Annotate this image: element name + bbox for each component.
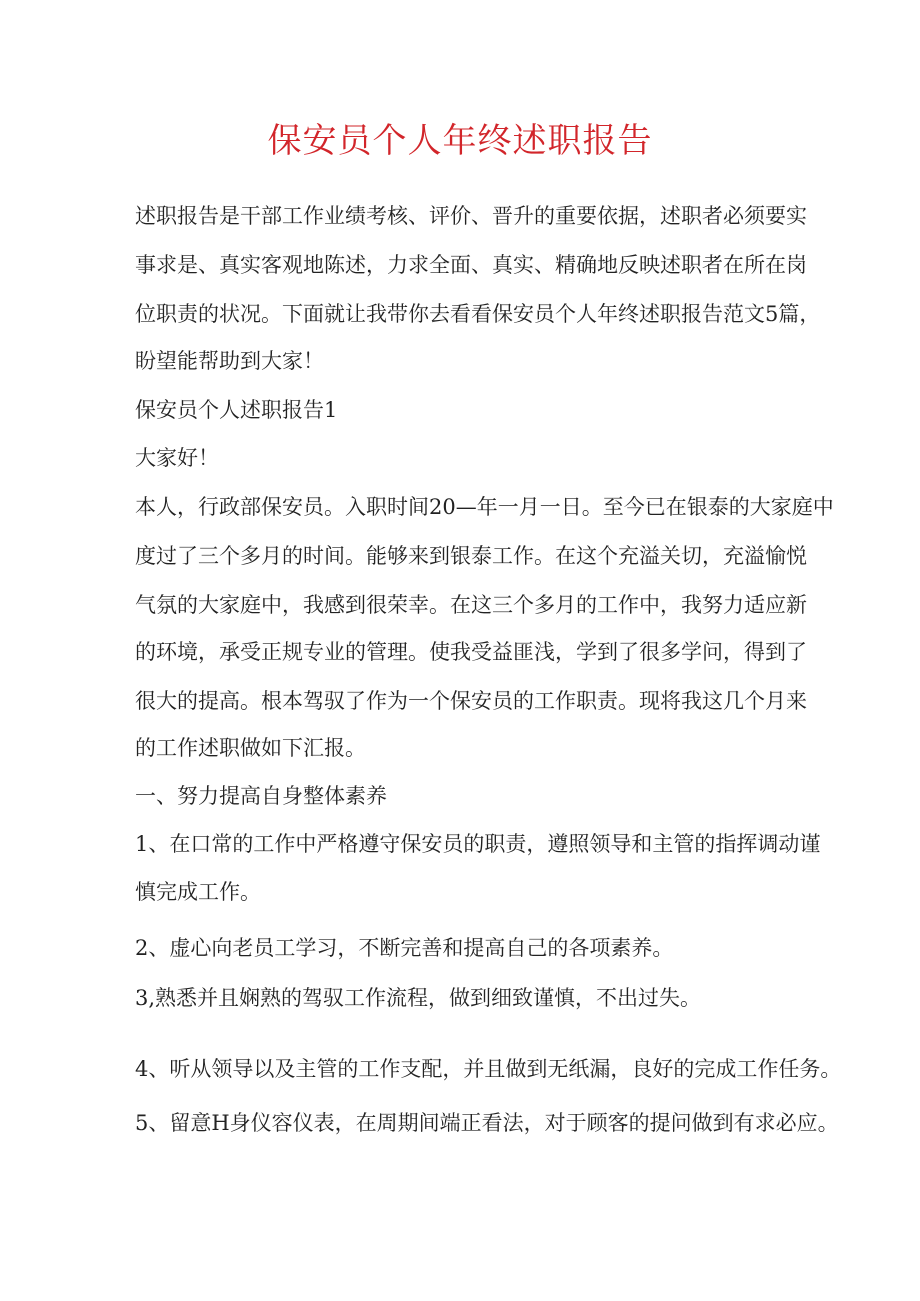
subheading: 一、努力提高自身整体素养 (135, 784, 387, 808)
intro-line: 盼望能帮助到大家！ (135, 349, 324, 373)
intro-line: 事求是、真实客观地陈述，力求全面、真实、精确地反映述职者在所在岗 (135, 253, 807, 277)
body-line: 很大的提高。根本驾驭了作为一个保安员的工作职责。现将我这几个月来 (135, 689, 807, 713)
section-heading: 保安员个人述职报告1 (135, 398, 338, 422)
list-item: 2、虚心向老员工学习，不断完善和提高自己的各项素养。 (135, 936, 674, 960)
body-line: 度过了三个多月的时间。能够来到银泰工作。在这个充溢关切，充溢愉悦 (135, 544, 807, 568)
list-item: 4、听从领导以及主管的工作支配，并且做到无纸漏，良好的完成工作任务。 (135, 1057, 842, 1081)
body-line: 的工作述职做如下汇报。 (135, 736, 366, 760)
body-line: 的环境，承受正规专业的管理。使我受益匪浅，学到了很多学问，得到了 (135, 640, 807, 664)
document-title: 保安员个人年终述职报告 (267, 121, 653, 161)
list-item: 1、在口常的工作中严格遵守保安员的职责，遵照领导和主管的指挥调动谨 (135, 832, 821, 856)
body-line: 本人，行政部保安员。入职时间20—年一月一日。至今已在银泰的大家庭中 (135, 495, 834, 519)
list-item-continuation: 慎完成工作。 (135, 880, 261, 904)
body-line: 气氛的大家庭中，我感到很荣幸。在这三个多月的工作中，我努力适应新 (135, 593, 807, 617)
intro-line: 位职责的状况。下面就让我带你去看看保安员个人年终述职报告范文5篇， (135, 302, 821, 326)
intro-line: 述职报告是干部工作业绩考核、评价、晋升的重要依据，述职者必须要实 (135, 204, 807, 228)
list-item: 3,熟悉并且娴熟的驾驭工作流程，做到细致谨慎，不出过失。 (135, 986, 702, 1010)
list-item: 5、留意H身仪容仪表，在周期间端正看法，对于顾客的提问做到有求必应。 (135, 1111, 839, 1135)
greeting: 大家好！ (135, 446, 219, 470)
